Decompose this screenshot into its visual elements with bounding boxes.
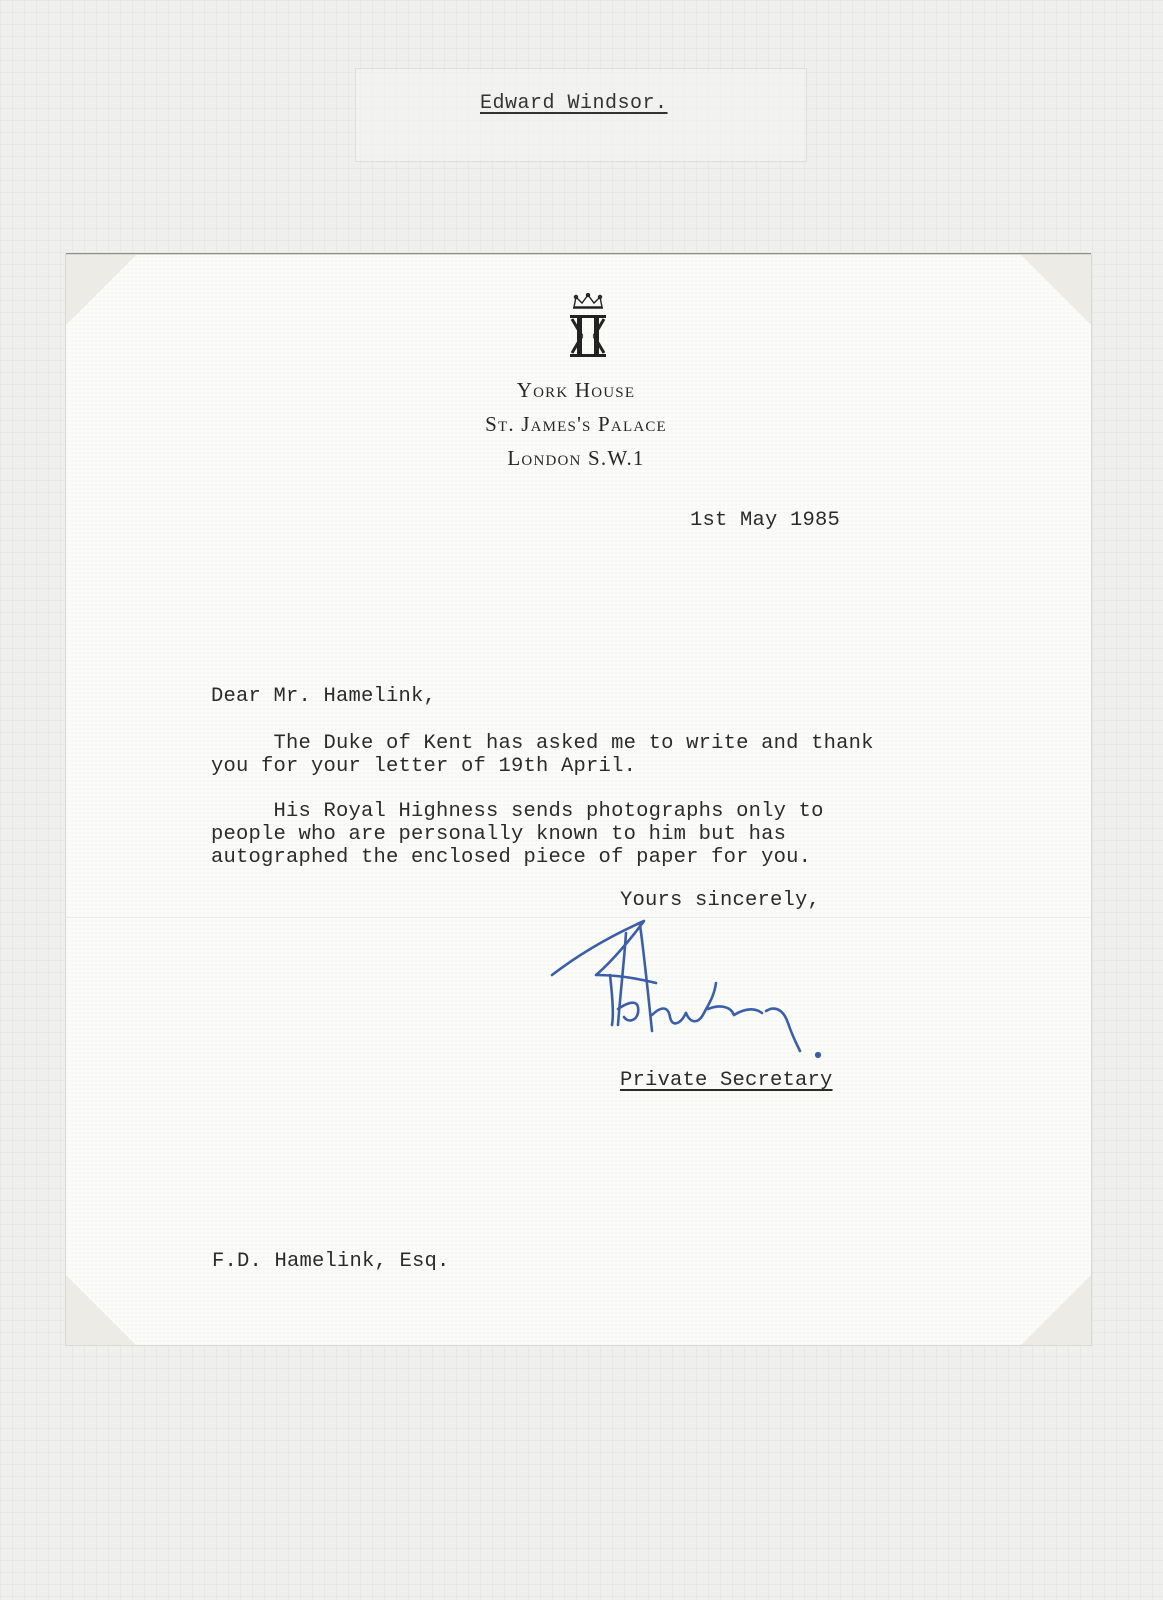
address-line: St. James's Palace [485,412,667,436]
signatory-title: Private Secretary [620,1069,833,1092]
body-paragraph: The Duke of Kent has asked me to write and thank you for your letter of 19th April. [211,732,874,778]
handwritten-signature [548,913,848,1063]
letter-date: 1st May 1985 [690,509,841,532]
letter-sheet [66,255,1091,1345]
closing: Yours sincerely, [620,889,821,912]
recipient: F.D. Hamelink, Esq. [212,1250,450,1273]
body-paragraph: His Royal Highness sends photographs only to people who are personally known to him but has autographed the enclosed piece of paper for you. [211,800,824,869]
photo-corner-top-left [66,255,136,325]
photo-corner-bottom-right [1021,1275,1091,1345]
letterhead-address [426,373,726,475]
address-line: London S.W.1 [507,446,645,470]
royal-cypher-crown-icon [556,293,620,365]
mount-label: Edward Windsor. [480,92,668,115]
photo-corner-top-right [1021,255,1091,325]
photo-corner-bottom-left [66,1275,136,1345]
address-line: York House [516,378,636,402]
salutation: Dear Mr. Hamelink, [211,685,437,708]
mount-label-box [355,68,807,162]
